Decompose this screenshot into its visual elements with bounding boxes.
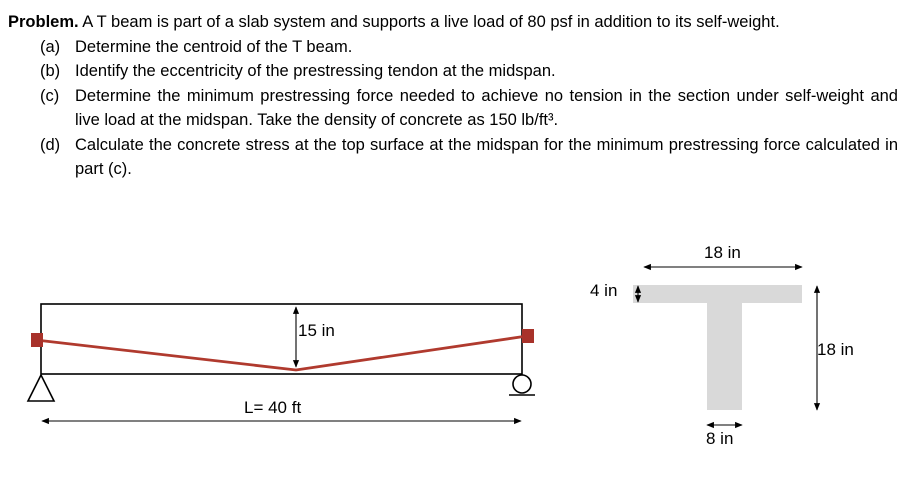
part-text: Calculate the concrete stress at the top surface at the midspan for the minimum prestressing force calculated in part (c).	[75, 135, 898, 178]
t-web	[707, 303, 742, 410]
web-width-label: 8 in	[706, 429, 734, 448]
part-text: Identify the eccentricity of the prestressing tendon at the midspan.	[75, 62, 556, 80]
part-text: Determine the minimum prestressing force needed to achieve no tension in the section under self-weight and live load at the midspan. Take the density of concrete as 150 lb/ft³.	[75, 86, 898, 129]
problem-intro-text: A T beam is part of a slab system and supports a live load of 80 psf in addition to its self-weight.	[82, 13, 780, 31]
right-anchor	[522, 329, 534, 343]
sag-label: 15 in	[298, 321, 335, 340]
depth-label: 18 in	[817, 340, 854, 359]
problem-heading: Problem.	[8, 13, 79, 31]
part-label: (a)	[40, 37, 61, 56]
t-flange	[633, 285, 802, 303]
prestressing-tendon	[36, 336, 527, 370]
flange-thickness-label: 4 in	[590, 281, 618, 300]
pin-support-icon	[28, 375, 54, 401]
t-section-diagram	[590, 243, 854, 448]
roller-support-icon	[513, 375, 531, 393]
beam-elevation-diagram	[28, 304, 535, 421]
part-label: (d)	[40, 135, 61, 154]
span-label: L= 40 ft	[244, 398, 302, 417]
left-anchor	[31, 333, 43, 347]
part-text: Determine the centroid of the T beam.	[75, 37, 353, 56]
flange-width-label: 18 in	[704, 243, 741, 262]
part-label: (c)	[40, 86, 60, 105]
beam-outline	[41, 304, 522, 374]
part-label: (b)	[40, 62, 61, 80]
